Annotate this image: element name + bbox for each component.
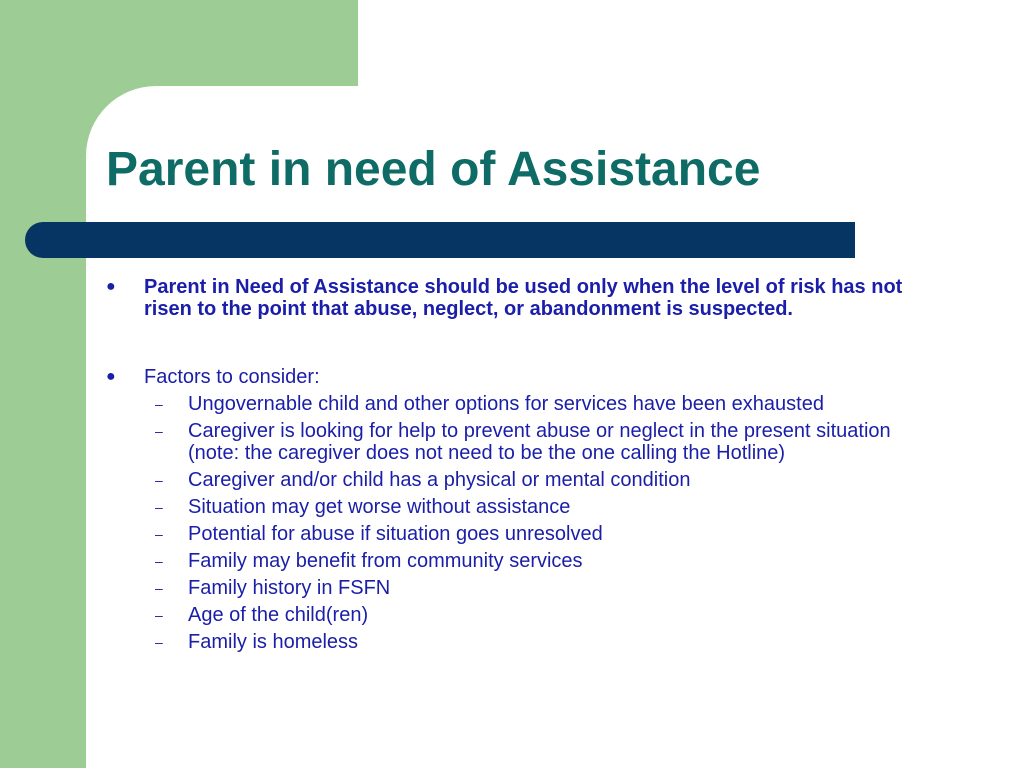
dash-icon: –: [155, 396, 163, 412]
slide-title: Parent in need of Assistance: [106, 143, 761, 196]
bullet-item: [100, 366, 960, 388]
dash-icon: –: [155, 526, 163, 542]
sub-bullet-text: Family is homeless: [188, 631, 359, 653]
bullet-dot-icon: ●: [106, 278, 116, 295]
sub-bullet-text: Potential for abuse if situation goes unresolved: [188, 523, 603, 545]
dash-icon: –: [155, 472, 163, 488]
dash-icon: –: [155, 607, 163, 623]
sub-bullet-text: Ungovernable child and other options for services have been exhausted: [188, 393, 824, 415]
sub-bullet-item: [100, 523, 908, 545]
factors-sublist: [100, 393, 960, 653]
sub-bullet-item: [100, 631, 908, 653]
sub-bullet-item: [100, 420, 908, 464]
slide-body: [100, 276, 960, 653]
bullet-dot-icon: ●: [106, 368, 116, 385]
bullet-item: [100, 276, 924, 320]
dash-icon: –: [155, 634, 163, 650]
sub-bullet-item: [100, 393, 908, 415]
sub-bullet-text: Family may benefit from community services: [188, 550, 583, 572]
sub-bullet-item: [100, 496, 908, 518]
dash-icon: –: [155, 499, 163, 515]
sub-bullet-text: Caregiver is looking for help to prevent abuse or neglect in the present situation (note: the caregiver does not need to be the one calling the Hotline): [188, 420, 891, 464]
sub-bullet-item: [100, 577, 908, 599]
bullet-text: Parent in Need of Assistance should be used only when the level of risk has not risen to the point that abuse, neglect, or abandonment is suspected.: [144, 276, 903, 320]
bullet-text: Factors to consider:: [144, 366, 320, 388]
dash-icon: –: [155, 553, 163, 569]
sub-bullet-item: [100, 604, 908, 626]
title-underline-bar: [25, 222, 855, 258]
dash-icon: –: [155, 423, 163, 439]
sub-bullet-item: [100, 469, 908, 491]
sub-bullet-text: Situation may get worse without assistance: [188, 496, 571, 518]
sub-bullet-text: Caregiver and/or child has a physical or mental condition: [188, 469, 691, 491]
dash-icon: –: [155, 580, 163, 596]
sub-bullet-text: Family history in FSFN: [188, 577, 391, 599]
sub-bullet-item: [100, 550, 908, 572]
sub-bullet-text: Age of the child(ren): [188, 604, 369, 626]
